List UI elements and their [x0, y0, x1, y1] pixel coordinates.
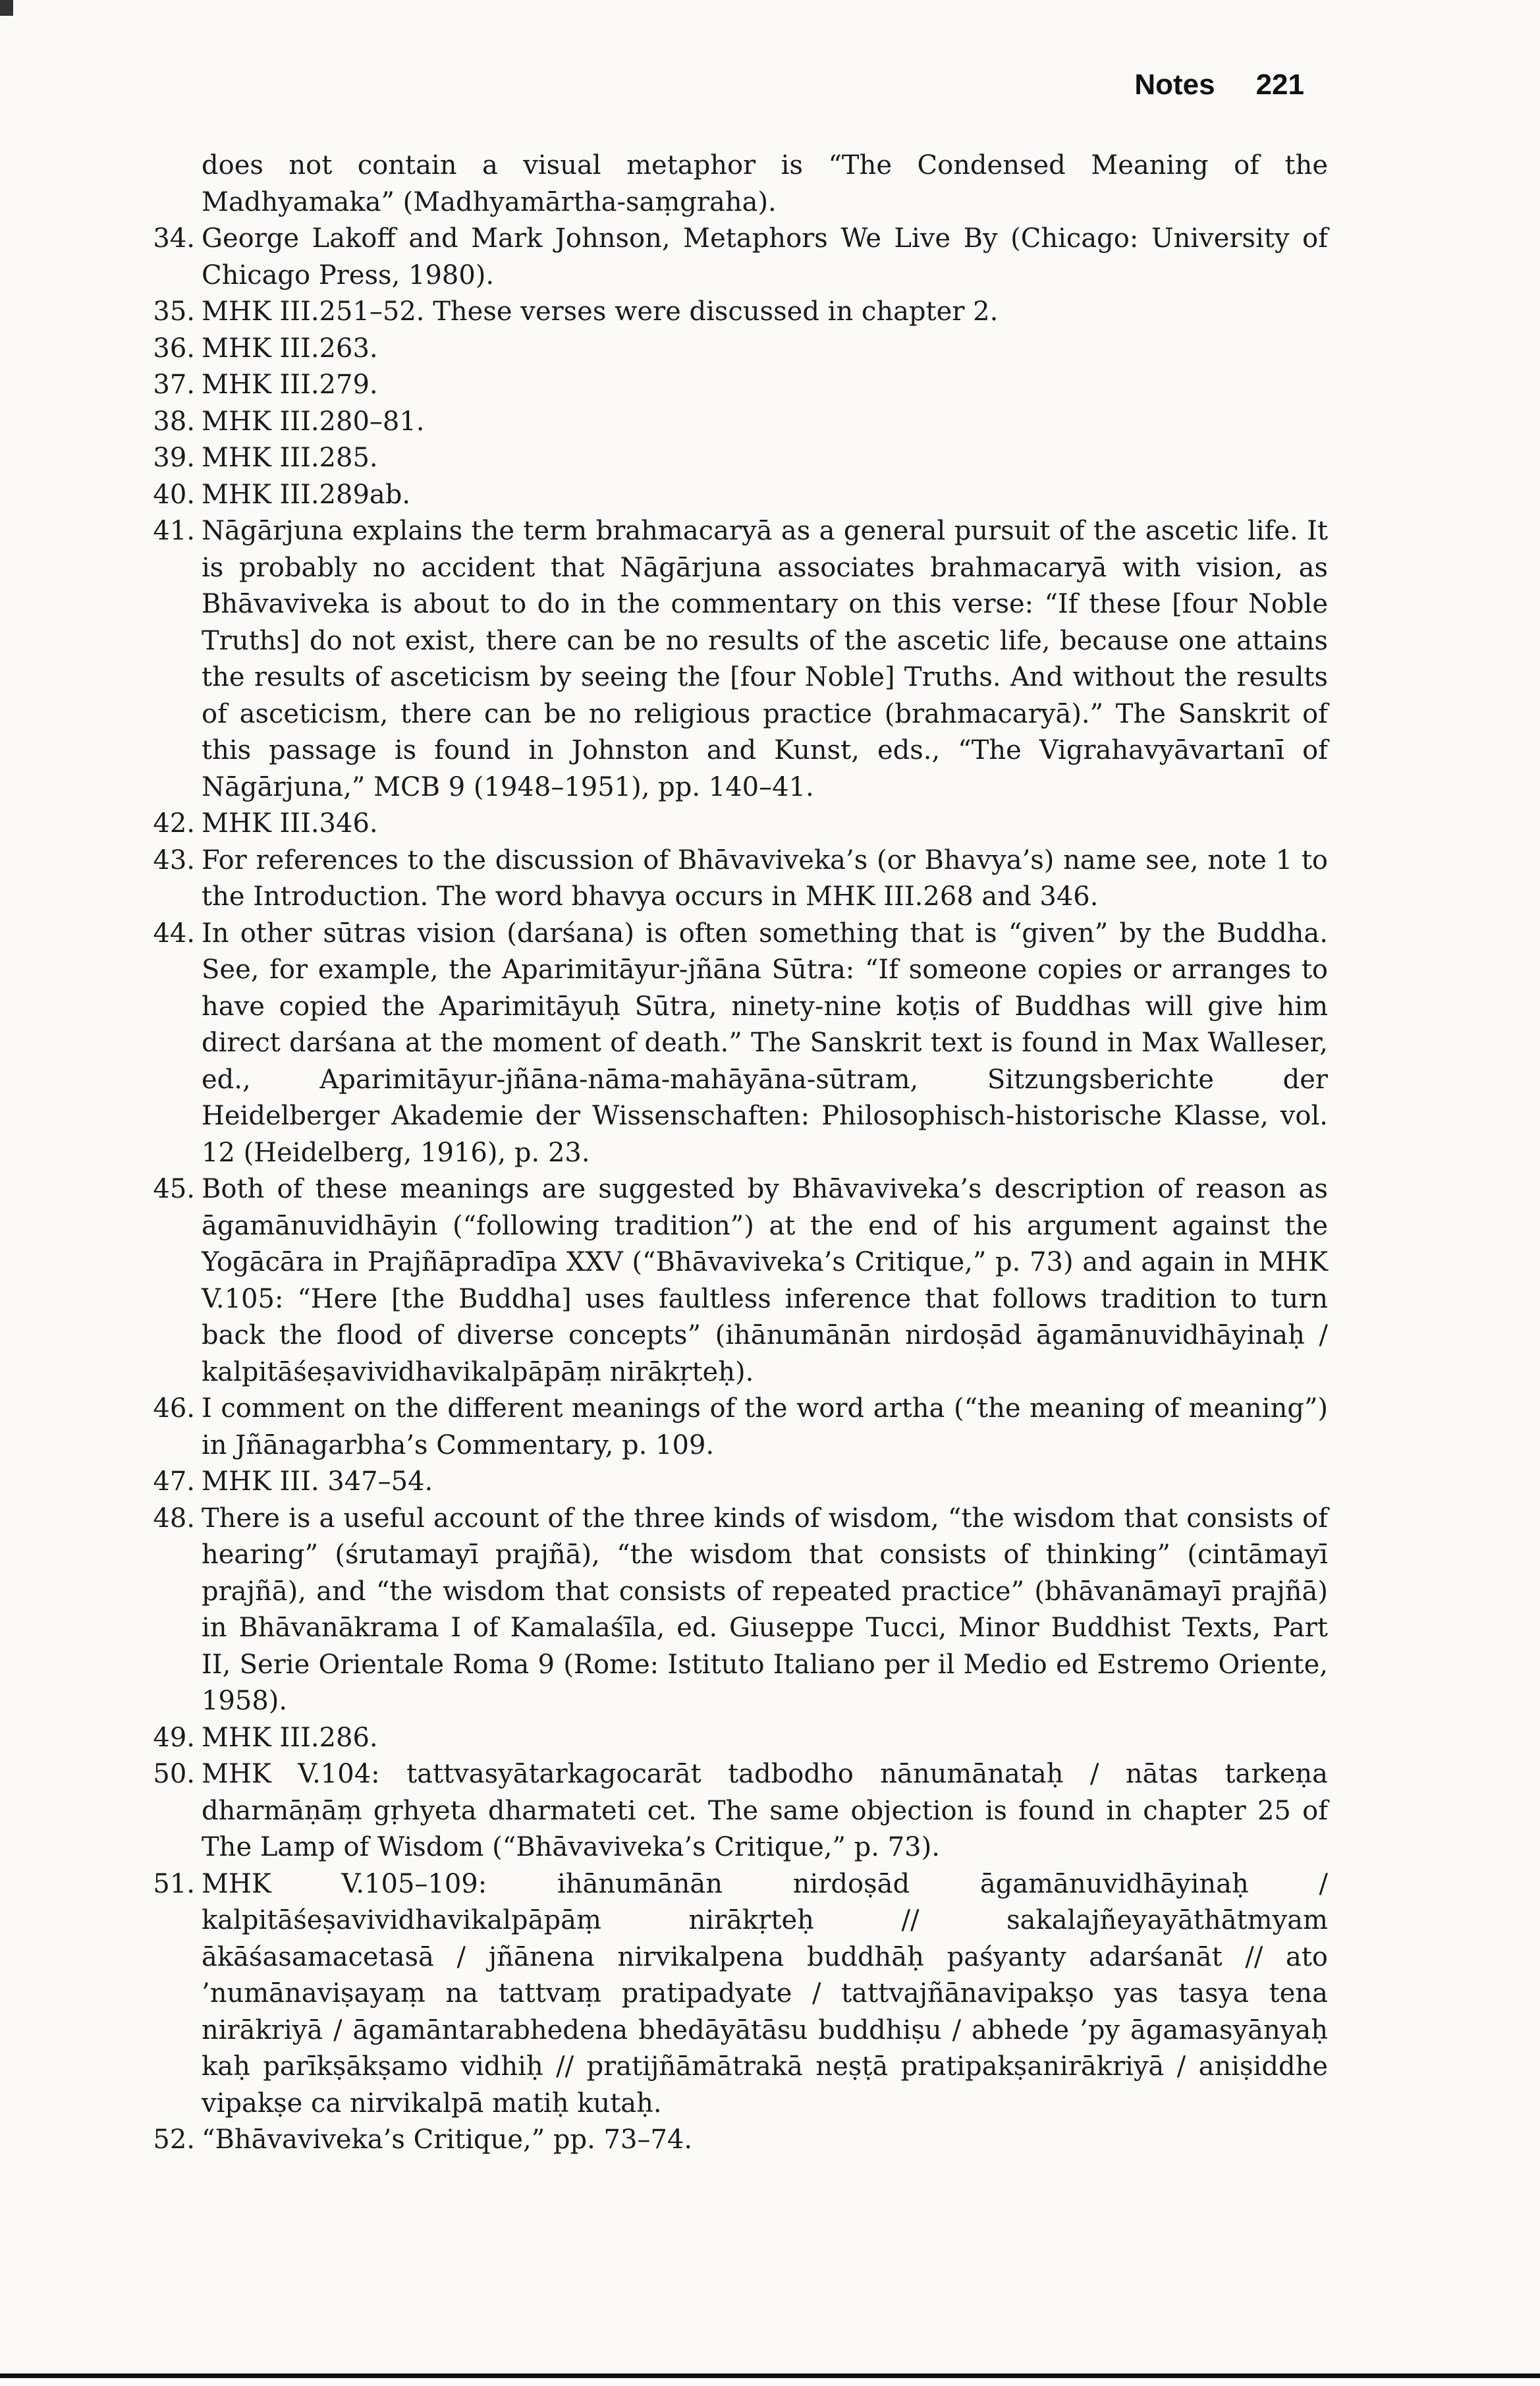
endnote-43 [153, 843, 1328, 916]
endnote-text: MHK III.279. [202, 370, 378, 400]
endnote-text: MHK III. 347–54. [202, 1466, 433, 1497]
endnote-number: 44 . [149, 916, 195, 953]
page-number: 221 [1255, 69, 1304, 101]
scan-artifact [0, 0, 13, 16]
endnote-48 [153, 1501, 1328, 1720]
endnote-number: 40 . [149, 477, 195, 514]
endnote-text: In other sūtras vision (darśana) is often something that is “given” by the Buddha. See, for example, the Aparimitāyur-jñāna Sūtra: “If someone copies or arranges to have copied the Aparimitāyuḥ Sūtra, ninety-nine koṭis of Buddhas will give him direct darśana at the moment of death.” The Sanskrit text is found in Max Walleser, ed., Aparimitāyur-jñāna-nāma-mahāyāna-sūtram, Sitzungsberichte der Heidelberger Akademie der Wissenschaften: Philosophisch-historische Klasse, vol. 12 (Heidelberg, 1916), p. 23. [202, 918, 1328, 1168]
endnote-36 [153, 331, 1328, 368]
endnote-text: MHK V.105–109: ihānumānān nirdoṣād āgamānuvidhāyinaḥ / kalpitāśeṣavividhavikalpāpāṃ nirākṛteḥ // sakalajñeyayāthātmyam ākāśasamacetasā / jñānena nirvikalpena buddhāḥ paśyanty adarśanāt // ato ’numānaviṣayaṃ na tattvaṃ pratipadyate / tattvajñānavipakṣo yas tasya tena nirākriyā / āgamāntarabhedena bhedāyātāsu buddhiṣu / abhede ’py āgamasyānyaḥ kaḥ parīkṣākṣamo vidhiḥ // pratijñāmātrakā neṣṭā pratipakṣanirākriyā / aniṣiddhe vipakṣe ca nirvikalpā matiḥ kutaḥ. [202, 1868, 1328, 2119]
endnote-text: MHK III.289ab. [202, 479, 411, 510]
endnote-number: 45 . [149, 1171, 195, 1208]
endnote-45 [153, 1171, 1328, 1391]
endnote-number: 51 . [149, 1866, 195, 1903]
endnote-37 [153, 367, 1328, 404]
endnote-text: I comment on the different meanings of the word artha (“the meaning of meaning”) in Jñānagarbha’s Commentary, p. 109. [202, 1393, 1328, 1460]
endnote-number: 36 . [149, 331, 195, 368]
endnote-number: 35 . [149, 294, 195, 331]
endnote-39 [153, 440, 1328, 477]
endnote-number: 38 . [149, 404, 195, 441]
endnote-35 [153, 294, 1328, 331]
endnote-number: 52 . [149, 2122, 195, 2159]
scan-bottom-edge [0, 2373, 1540, 2378]
endnote-text: Both of these meanings are suggested by Bhāvaviveka’s description of reason as āgamānuvidhāyin (“following tradition”) at the end of his argument against the Yogācāra in Prajñāpradīpa XXV (“Bhāvaviveka’s Critique,” p. 73) and again in MHK V.105: “Here [the Buddha] uses faultless inference that follows tradition to turn back the flood of diverse concepts” (ihānumānān nirdoṣād āgamānuvidhāyinaḥ / kalpitāśeṣavividhavikalpāpāṃ nirākṛteḥ). [202, 1174, 1328, 1387]
endnote-52 [153, 2122, 1328, 2159]
endnote-44 [153, 916, 1328, 1172]
endnote-number: 43 . [149, 843, 195, 879]
endnote-46 [153, 1391, 1328, 1464]
endnote-number: 47 . [149, 1464, 195, 1501]
endnote-text: “Bhāvaviveka’s Critique,” pp. 73–74. [202, 2124, 693, 2155]
endnote-number: 37 . [149, 367, 195, 404]
endnote-number: 42 . [149, 806, 195, 843]
endnote-text: For references to the discussion of Bhāvaviveka’s (or Bhavya’s) name see, note 1 to the Introduction. The word bhavya occurs in MHK III.268 and 346. [202, 845, 1328, 912]
endnote-number: 46 . [149, 1391, 195, 1428]
endnote-47 [153, 1464, 1328, 1501]
endnote-text: There is a useful account of the three kinds of wisdom, “the wisdom that consists of hearing” (śrutamayī prajñā), “the wisdom that consists of thinking” (cintāmayī prajñā), and “the wisdom that consists of repeated practice” (bhāvanāmayī prajñā) in Bhāvanākrama I of Kamalaśīla, ed. Giuseppe Tucci, Minor Buddhist Texts, Part II, Serie Orientale Roma 9 (Rome: Istituto Italiano per il Medio ed Estremo Oriente, 1958). [202, 1503, 1328, 1716]
endnote-number: 39 . [149, 440, 195, 477]
endnote-continuation [153, 148, 1328, 221]
running-head [1134, 69, 1304, 101]
endnote-49 [153, 1720, 1328, 1757]
endnote-number: 50 . [149, 1756, 195, 1793]
section-title: Notes [1134, 69, 1215, 101]
endnote-40 [153, 477, 1328, 514]
endnote-41 [153, 513, 1328, 806]
endnote-text: George Lakoff and Mark Johnson, Metaphors We Live By (Chicago: University of Chicago Press, 1980). [202, 223, 1328, 291]
endnote-51 [153, 1866, 1328, 2122]
endnote-text: MHK III.280–81. [202, 406, 425, 437]
endnote-34 [153, 221, 1328, 294]
endnote-38 [153, 404, 1328, 441]
endnote-text: MHK III.285. [202, 443, 378, 473]
endnote-number: 49 . [149, 1720, 195, 1757]
endnote-number: 48 . [149, 1501, 195, 1538]
endnote-text: MHK III.251–52. These verses were discussed in chapter 2. [202, 296, 999, 327]
endnote-text: does not contain a visual metaphor is “The Condensed Meaning of the Madhyamaka” (Madhyamārtha-saṃgraha). [202, 150, 1328, 217]
endnote-50 [153, 1756, 1328, 1866]
endnote-text: MHK III.346. [202, 808, 378, 839]
endnote-text: MHK V.104: tattvasyātarkagocarāt tadbodho nānumānataḥ / nātas tarkeṇa dharmāṇāṃ gṛhyeta dharmateti cet. The same objection is found in chapter 25 of The Lamp of Wisdom (“Bhāvaviveka’s Critique,” p. 73). [202, 1759, 1328, 1862]
endnote-text: MHK III.263. [202, 333, 378, 364]
endnote-42 [153, 806, 1328, 843]
endnote-number: 34 . [149, 221, 195, 258]
endnotes-list [153, 148, 1328, 2159]
endnote-text: Nāgārjuna explains the term brahmacaryā as a general pursuit of the ascetic life. It is probably no accident that Nāgārjuna associates brahmacaryā with vision, as Bhāvaviveka is about to do in the commentary on this verse: “If these [four Noble Truths] do not exist, there can be no results of the ascetic life, because one attains the results of asceticism by seeing the [four Noble] Truths. And without the results of asceticism, there can be no religious practice (brahmacaryā).” The Sanskrit of this passage is found in Johnston and Kunst, eds., “The Vigrahavyāvartanī of Nāgārjuna,” MCB 9 (1948–1951), pp. 140–41. [202, 516, 1328, 802]
endnote-number: 41 . [149, 513, 195, 550]
endnote-text: MHK III.286. [202, 1722, 378, 1753]
